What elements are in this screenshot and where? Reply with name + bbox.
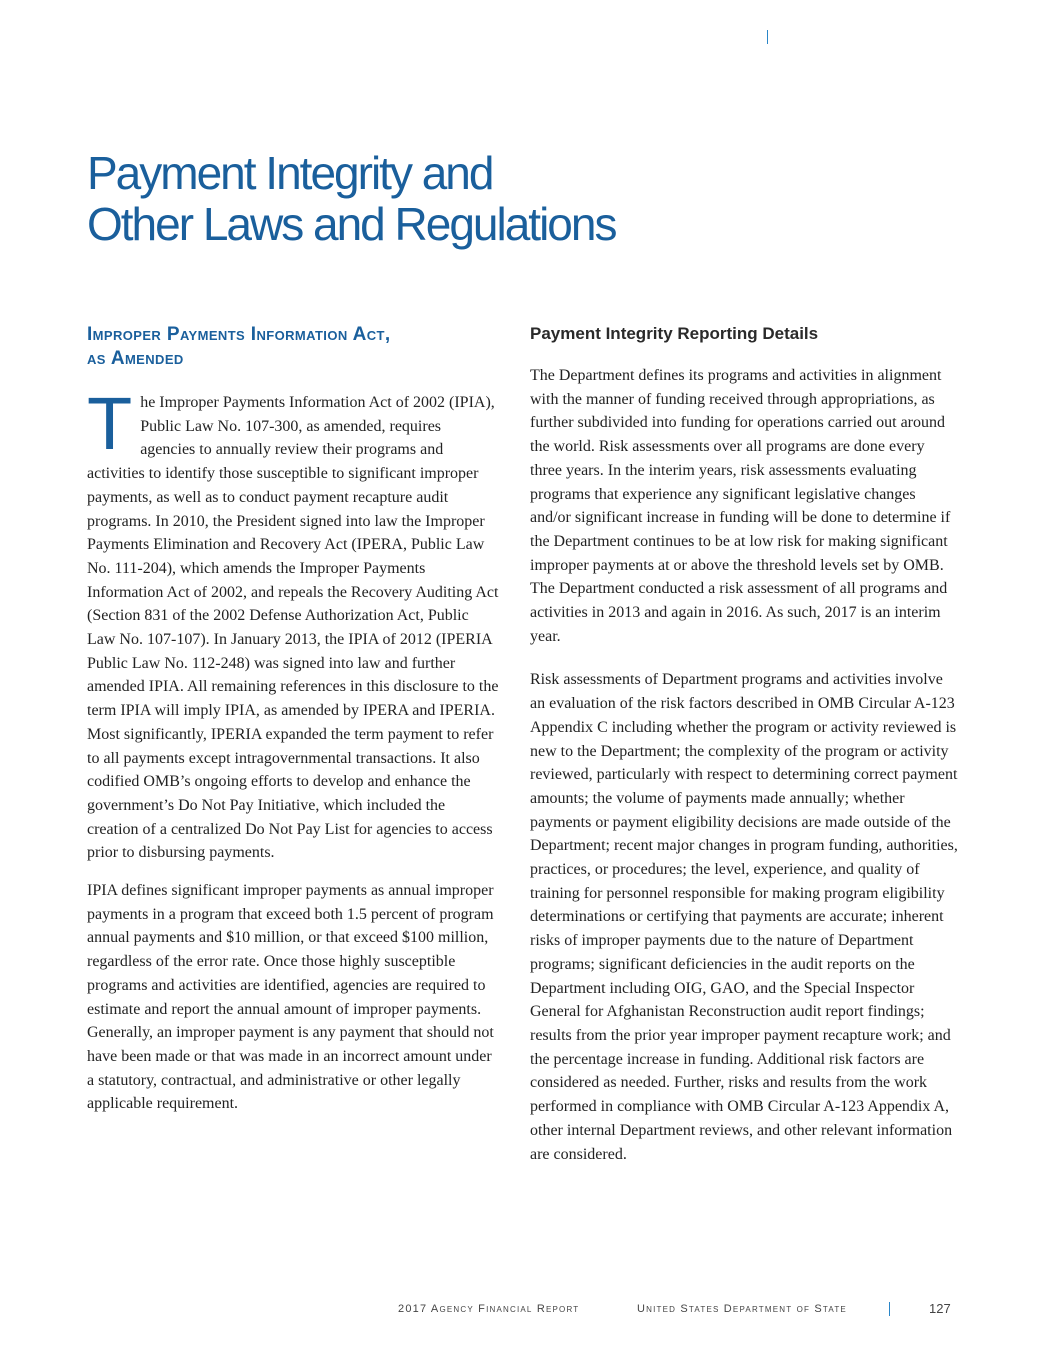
section-heading-reporting-details: Payment Integrity Reporting Details <box>530 324 819 343</box>
footer-department-name: United States Department of State <box>637 1303 847 1315</box>
reporting-paragraph-2: Risk assessments of Department programs and activities involve an evaluation of the risk factors described in OMB Circular A-123 Appendix C including whether the program or activity reviewed is new to the Department; the complexity of the program or activity reviewed, particularly with respect to determining correct payment amounts; the volume of payments made annually; whether payments or payment eligibility decisions are made outside of the Department; recent major changes in program funding, authorities, practices, or procedures; the level, experience, and quality of training for personnel responsible for making program eligibility determinations or certifying that payments are accurate; inherent risks of improper payments due to the nature of Department programs; significant deficiencies in the audit reports on the Department including OIG, GAO, and the Special Inspector General for Afghanistan Reconstruction audit report findings; results from the prior year improper payment recapture work; and the percentage increase in funding. Additional risk factors are considered as needed. Further, risks and results from the work performed in compliance with OMB Circular A-123 Appendix A, other internal Department reviews, and other relevant information are considered. <box>530 671 958 1163</box>
section-heading-ipia <box>87 323 499 371</box>
ipia-paragraph-1-text: he Improper Payments Information Act of 2002 (IPIA), Public Law No. 107-300, as amended, requires agencies to annually review their programs and activities to identify those susceptible to significant improper payments, as well as to conduct payment recapture audit programs. In 2010, the President signed into law the Improper Payments Elimination and Recovery Act (IPERA, Public Law No. 111-204), which amends the Improper Payments Information Act of 2002, and repeals the Recovery Auditing Act (Section 831 of the 2002 Defense Authorization Act, Public Law No. 107-107). In January 2013, the IPIA of 2012 (IPERIA Public Law No. 112-248) was signed into law and further amended IPIA. All remaining references in this disclosure to the term IPIA will imply IPIA, as amended by IPERA and IPERIA. Most significantly, IPERIA expanded the term payment to refer to all payments except intragovernmental transactions. It also codified OMB’s ongoing efforts to develop and enhance the government’s Do Not Pay Initiative, which included the creation of a centralized Do Not Pay List for agencies to access prior to disbursing payments. <box>87 394 499 862</box>
drop-cap: T <box>87 382 133 465</box>
page-title <box>87 148 615 250</box>
page-footer <box>0 1301 1043 1321</box>
ipia-paragraph-2: IPIA defines significant improper payments as annual improper payments in a program that exceed both 1.5 percent of program annual payments and $10 million, or that exceed $100 million, regardless of the error rate. Once those highly susceptible programs and activities are identified, agencies are required to estimate and report the annual amount of improper payments. Generally, an improper payment is any payment that should not have been made or that was made in an incorrect amount under a statutory, contractual, and administrative or other legally applicable requirement. <box>87 882 494 1113</box>
section-heading-line-1: Improper Payments Information Act, <box>87 324 391 345</box>
section-heading-line-2: as Amended <box>87 348 184 369</box>
page-number: 127 <box>929 1301 951 1316</box>
right-column <box>530 323 960 1166</box>
page-title-line-1: Payment Integrity and <box>87 147 493 199</box>
footer-divider <box>889 1302 890 1316</box>
left-column <box>87 323 499 1116</box>
page-title-line-2: Other Laws and Regulations <box>87 198 616 250</box>
reporting-paragraph-1: The Department defines its programs and activities in alignment with the manner of funding received through appropriations, as further subdivided into funding for operations carried out around the world. Risk assessments over all programs are done every three years. In the interim years, risk assessments evaluating programs that experience any significant legislative changes and/or significant increase in funding will be done to determine if the Department continues to be at low risk for making significant improper payments at or above the threshold levels set by OMB. The Department conducted a risk assessment of all programs and activities in 2013 and again in 2016. As such, 2017 is an interim year. <box>530 367 951 645</box>
header-divider <box>767 30 768 44</box>
ipia-paragraph-1 <box>87 382 499 865</box>
footer-report-title: 2017 Agency Financial Report <box>398 1303 580 1315</box>
